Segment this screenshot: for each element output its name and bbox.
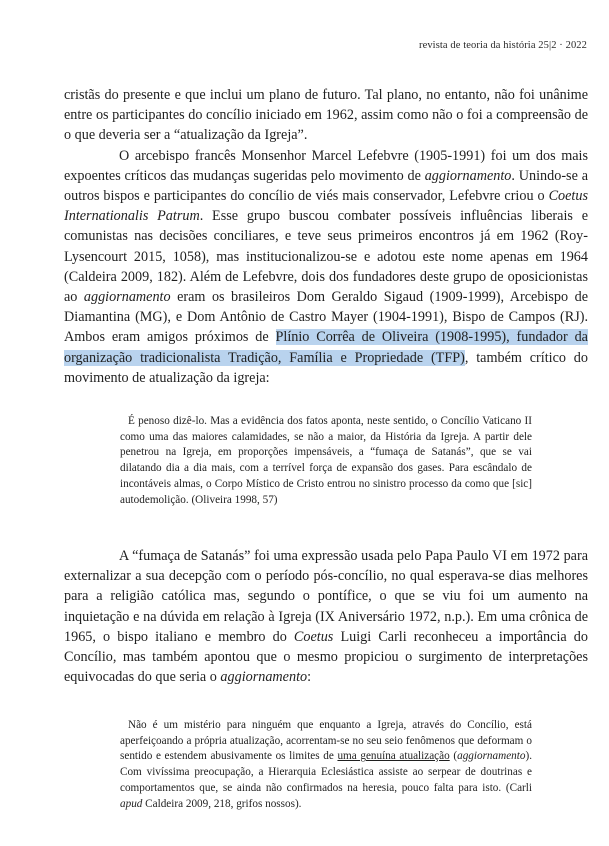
main-text-middle xyxy=(64,546,588,687)
highlighted-text[interactable]: Plínio Corrêa de Oliveira (1908-1995), fundador da organização tradicionalista Tradição, Família e Propriedade (TFP) xyxy=(64,329,588,366)
paragraph-1: cristãs do presente e que inclui um plano de futuro. Tal plano, no entanto, não foi unânime entre os participantes do concílio iniciado em 1962, assim como não o foi a compreensão de o que deveria ser a “atualização da Igreja”. xyxy=(64,87,588,144)
block-quote-1: É penoso dizê-lo. Mas a evidência dos fatos aponta, neste sentido, o Concílio Vaticano II como uma das maiores calamidades, se não a maior, da História da Igreja. A partir dele penetrou na Igreja, em proporções impensáveis, a “fumaça de Satanás”, que se vai dilatando dia a dia mais, com a terrível força de expansão dos gases. Para escândalo de incontáveis almas, o Corpo Místico de Cristo entrou no sinistro processo da como que [sic] autodemolição. (Oliveira 1998, 57) xyxy=(120,415,532,506)
block-quote-2: Não é um mistério para ninguém que enquanto a Igreja, através do Concílio, está aperfeiçoando a própria atualização, acorrentam-se no seu seio fenômenos que deformam o sentido e estendem abusivamente os limites de uma genuína atualização (aggiornamento). Com vivíssima preocupação, a Hierarquia Eclesiástica assiste ao serpear de doutrinas e comportamentos que, se ainda não confirmados na heresia, pouco falta para isto. (Carli apud Caldeira 2009, 218, grifos nossos). xyxy=(120,719,532,810)
journal-header: revista de teoria da história 25|2 · 2022 xyxy=(418,40,587,51)
main-text-top xyxy=(64,85,588,388)
paragraph-3: A “fumaça de Satanás” foi uma expressão usada pelo Papa Paulo VI em 1972 para externalizar a sua decepção com o período pós-concílio, no qual esperava-se dias melhores para a religião católica mas, segundo o pontífice, o que se viu foi um aumento na inquietação e na dúvida em relação à Igreja (IX Aniversário 1972, n.p.). Em uma crônica de 1965, o bispo italiano e membro do Coetus Luigi Carli reconheceu a importância do Concílio, mas também apontou que o mesmo propiciou o surgimento de interpretações equivocadas do que seria o aggiornamento: xyxy=(64,548,588,686)
paragraph-2: O arcebispo francês Monsenhor Marcel Lefebvre (1905-1991) foi um dos mais expoentes críticos das mudanças sugeridas pelo movimento de aggiornamento. Unindo-se a outros bispos e participantes do concílio de viés mais conservador, Lefebvre criou o Coetus Internationalis Patrum. Esse grupo buscou combater possíveis influências liberais e comunistas nas decisões conciliares, e teve seus primeiros encontros já em 1962 (Roy-Lysencourt 2015, 1058), mas institucionalizou-se e adotou este nome apenas em 1964 (Caldeira 2009, 182). Além de Lefebvre, dois dos fundadores deste grupo de oposicionistas ao aggiornamento eram os brasileiros Dom Geraldo Sigaud (1909-1999), Arcebispo de Diamantina (MG), e Dom Antônio de Castro Mayer (1904-1991), Bispo de Campos (RJ). Ambos eram amigos próximos de Plínio Corrêa de Oliveira (1908-1995), fundador da organização tradicionalista Tradição, Família e Propriedade (TFP), também crítico do movimento de atualização da igreja: xyxy=(64,147,589,386)
